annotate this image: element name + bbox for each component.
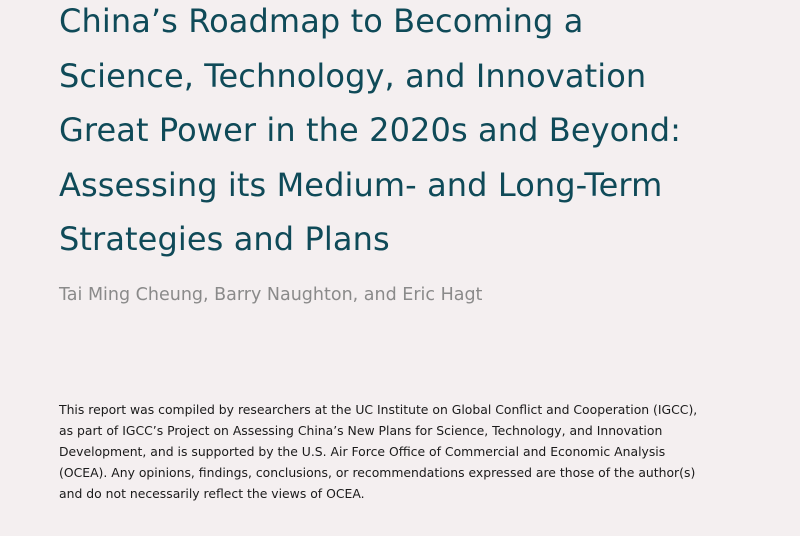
report-authors: Tai Ming Cheung, Barry Naughton, and Eric Hagt (59, 285, 483, 305)
report-title-line-1: China’s Roadmap to Becoming a (59, 2, 584, 40)
report-disclaimer (59, 399, 759, 504)
disclaimer-line-5: and do not necessarily reflect the views of OCEA. (59, 486, 365, 502)
report-title-line-2: Science, Technology, and Innovation (59, 56, 647, 95)
disclaimer-line-4: (OCEA). Any opinions, findings, conclusions, or recommendations expressed are those of the author(s) (59, 465, 696, 481)
disclaimer-line-1: This report was compiled by researchers at the UC Institute on Global Conflict and Cooperation (IGCC), (59, 402, 698, 417)
report-title-line-3: Great Power in the 2020s and Beyond: (59, 111, 682, 149)
report-title (59, 0, 779, 267)
disclaimer-line-2: as part of IGCC’s Project on Assessing China’s New Plans for Science, Technology, and Innovation (59, 423, 663, 439)
report-title-line-5: Strategies and Plans (59, 220, 390, 258)
disclaimer-line-3: Development, and is supported by the U.S. Air Force Office of Commercial and Economic Analysis (59, 444, 666, 460)
report-title-line-4: Assessing its Medium- and Long-Term (59, 165, 663, 204)
